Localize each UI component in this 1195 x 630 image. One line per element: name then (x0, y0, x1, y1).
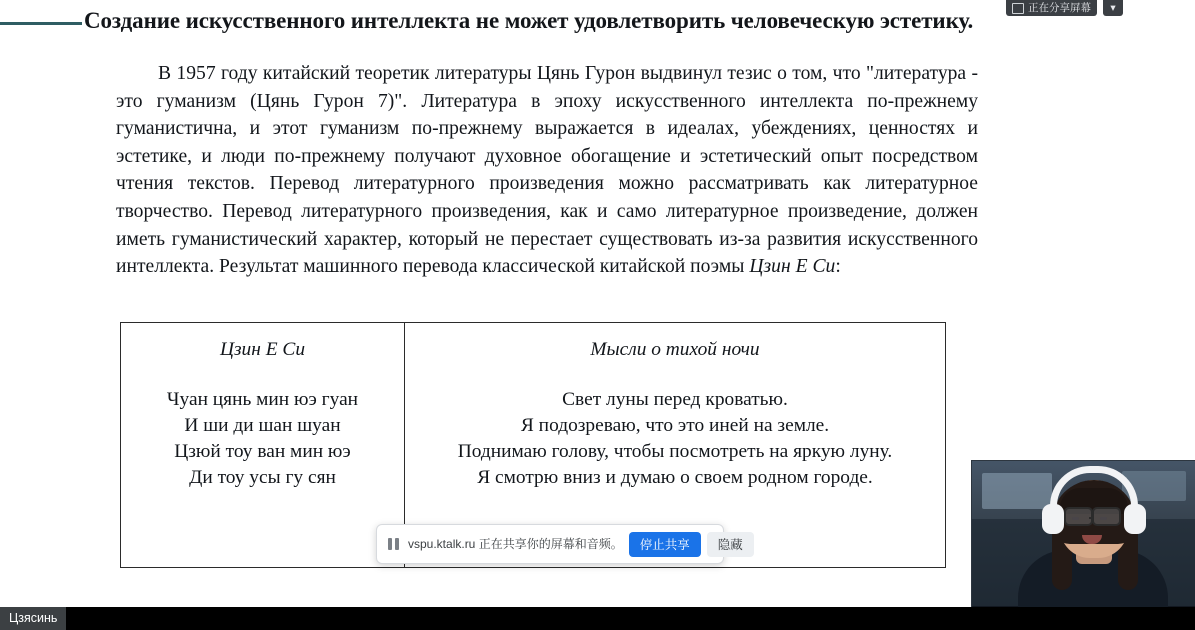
poem-left-line-3: Цзюй тоу ван мин юэ (174, 441, 351, 462)
title-rule (0, 22, 82, 25)
video-person-glasses-bridge (1089, 517, 1094, 519)
screen-share-status-label: 正在分享屏幕 (1028, 2, 1091, 14)
bottom-strip (0, 607, 1195, 630)
poem-left-line-2: И ши ди шан шуан (184, 415, 341, 436)
video-window-left (982, 473, 1052, 509)
screen-share-notification-bar (376, 524, 743, 564)
headphone-earcup-right (1124, 504, 1146, 534)
poem-right-header: Мысли о тихой ночи (590, 339, 760, 360)
poem-right-line-1: Свет луны перед кроватью. (562, 389, 788, 410)
poem-column-transliteration (121, 323, 405, 567)
paragraph-text-part2: : (835, 256, 841, 278)
speaker-name-badge: Цзясинь (0, 607, 66, 630)
monitor-icon (1012, 3, 1024, 14)
screen-share-chip-expand[interactable] (1103, 0, 1123, 16)
screen-share-status-chip[interactable] (1006, 0, 1097, 16)
slide-title: Создание искусственного интеллекта не может удовлетворить человеческую эстетику. (84, 8, 974, 33)
poem-left-header: Цзин Е Си (219, 339, 306, 360)
poem-right-line-3: Поднимаю голову, чтобы посмотреть на яркую луну. (457, 441, 893, 462)
stop-sharing-button[interactable]: 停止共享 (629, 532, 701, 557)
pause-icon (387, 537, 401, 551)
poem-right-line-2: Я подозреваю, что это иней на земле. (520, 415, 830, 436)
slide-paragraph (116, 60, 978, 281)
share-message: vspu.ktalk.ru 正在共享你的屏幕和音频。 (408, 537, 623, 551)
chevron-down-icon: ▾ (1110, 2, 1116, 14)
poem-right-line-4: Я смотрю вниз и думаю о своем родном городе. (477, 467, 873, 488)
poem-left-line-4: Ди тоу усы гу сян (189, 467, 336, 488)
headphone-earcup-left (1042, 504, 1064, 534)
participant-video-tile[interactable] (971, 460, 1195, 630)
video-person-glasses-right (1092, 507, 1121, 526)
paragraph-poem-name: Цзин Е Си (749, 256, 836, 278)
poem-left-line-1: Чуан цянь мин юэ гуан (166, 389, 359, 410)
hide-bar-button[interactable]: 隐藏 (707, 532, 754, 557)
paragraph-text-part1: В 1957 году китайский теоретик литературы Цянь Гурон выдвинул тезис о том, что "литература - это гуманизм (Цянь Гурон 7)". Литература в эпоху искусственного интеллекта по-прежнему гуманистична, и этот гуманизм по-прежнему выражается в идеалах, убеждениях, ценностях и эстетике, и люди по-прежнему получают духовное обогащение и эстетический опыт посредством чтения текстов. Перевод литературного произведения можно рассматривать как литературное творчество. Перевод литературного произведения, как и само литературное произведение, должен иметь гуманистический характер, который не перестает существовать из-за развития искусственного интеллекта. Результат машинного перевода классической китайской поэмы (116, 63, 978, 278)
